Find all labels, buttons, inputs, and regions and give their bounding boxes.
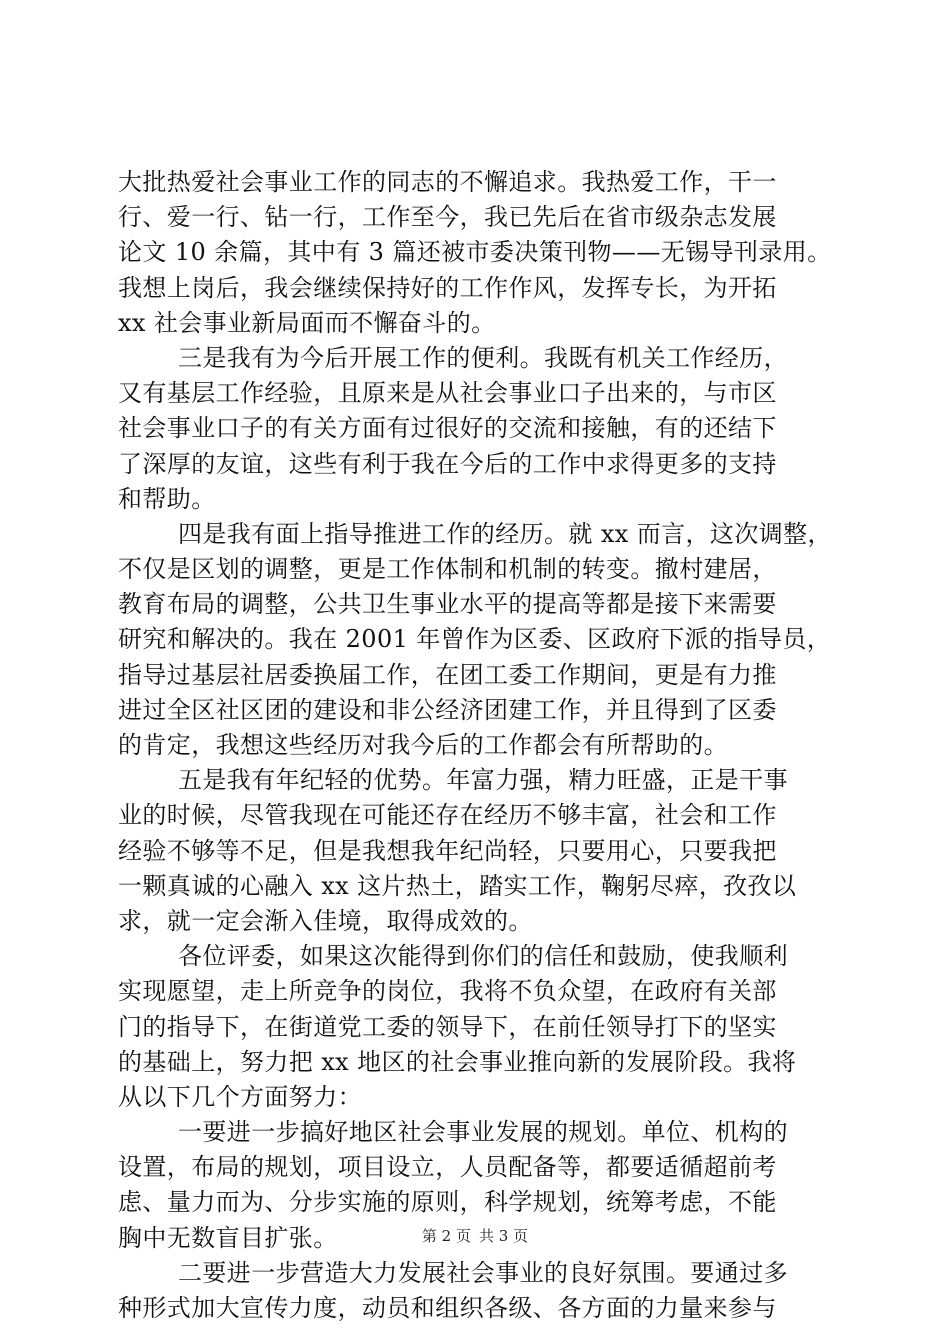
paragraph bbox=[118, 1256, 838, 1326]
paragraph bbox=[118, 165, 838, 341]
text-line: 虑、量力而为、分步实施的原则，科学规划，统筹考虑，不能 bbox=[118, 1188, 777, 1217]
text-line: 研究和解决的。我在 2001 年曾作为区委、区政府下派的指导员， bbox=[118, 625, 832, 654]
text-line: 又有基层工作经验，且原来是从社会事业口子出来的，与市区 bbox=[118, 379, 777, 408]
text-line: 社会事业口子的有关方面有过很好的交流和接触，有的还结下 bbox=[118, 414, 777, 443]
text-line: 的基础上，努力把 xx 地区的社会事业推向新的发展阶段。我将 bbox=[118, 1047, 797, 1076]
text-line: 我想上岗后，我会继续保持好的工作作风，发挥专长，为开拓 bbox=[118, 273, 777, 302]
text-line: 一要进一步搞好地区社会事业发展的规划。单位、机构的 bbox=[178, 1118, 788, 1147]
paragraph bbox=[118, 763, 838, 939]
text-line: 设置，布局的规划，项目设立，人员配备等，都要适循超前考 bbox=[118, 1153, 777, 1182]
text-line: 三是我有为今后开展工作的便利。我既有机关工作经历， bbox=[178, 343, 788, 372]
paragraph bbox=[118, 341, 838, 517]
text-line: 五是我有年纪轻的优势。年富力强，精力旺盛，正是干事 bbox=[178, 766, 788, 795]
paragraph bbox=[118, 939, 838, 1115]
text-line: 经验不够等不足，但是我想我年纪尚轻，只要用心，只要我把 bbox=[118, 836, 777, 865]
text-line: 不仅是区划的调整，更是工作体制和机制的转变。撤村建居， bbox=[118, 555, 777, 584]
text-line: 实现愿望，走上所竞争的岗位，我将不负众望，在政府有关部 bbox=[118, 977, 777, 1006]
text-line: 论文 10 余篇，其中有 3 篇还被市委决策刊物——无锡导刊录用。 bbox=[118, 238, 832, 267]
page-total: 共 3 页 bbox=[479, 1227, 529, 1245]
text-line: 种形式加大宣传力度，动员和组织各级、各方面的力量来参与 bbox=[118, 1294, 777, 1322]
text-line: 进过全区社区团的建设和非公经济团建工作，并且得到了区委 bbox=[118, 695, 777, 724]
text-line: 胸中无数盲目扩张。 bbox=[118, 1223, 338, 1252]
text-line: 教育布局的调整，公共卫生事业水平的提高等都是接下来需要 bbox=[118, 590, 777, 619]
page-footer bbox=[0, 1226, 950, 1246]
text-line: 大批热爱社会事业工作的同志的不懈追求。我热爱工作，干一 bbox=[118, 168, 777, 196]
text-line: 的肯定，我想这些经历对我今后的工作都会有所帮助的。 bbox=[118, 731, 728, 759]
paragraph bbox=[118, 517, 838, 763]
text-line: 行、爱一行、钻一行，工作至今，我已先后在省市级杂志发展 bbox=[118, 203, 777, 232]
text-line: 各位评委，如果这次能得到你们的信任和鼓励，使我顺利 bbox=[178, 942, 788, 971]
text-line: 指导过基层社居委换届工作，在团工委工作期间，更是有力推 bbox=[118, 660, 777, 689]
text-line: 一颗真诚的心融入 xx 这片热土，踏实工作，鞠躬尽瘁，孜孜以 bbox=[118, 871, 797, 900]
text-line: 四是我有面上指导推进工作的经历。就 xx 而言，这次调整， bbox=[178, 519, 832, 548]
text-line: 门的指导下，在街道党工委的领导下，在前任领导打下的坚实 bbox=[118, 1012, 777, 1041]
text-line: 二要进一步营造大力发展社会事业的良好氛围。要通过多 bbox=[178, 1258, 788, 1287]
page-number: 第 2 页 bbox=[421, 1227, 471, 1245]
document-body bbox=[118, 165, 838, 1326]
text-line: xx 社会事业新局面而不懈奋斗的。 bbox=[118, 308, 496, 337]
text-line: 业的时候，尽管我现在可能还存在经历不够丰富，社会和工作 bbox=[118, 801, 777, 830]
text-line: 了深厚的友谊，这些有利于我在今后的工作中求得更多的支持 bbox=[118, 449, 777, 478]
text-line: 从以下几个方面努力： bbox=[118, 1082, 362, 1111]
text-line: 和帮助。 bbox=[118, 484, 216, 513]
text-line: 求，就一定会渐入佳境，取得成效的。 bbox=[118, 906, 533, 935]
